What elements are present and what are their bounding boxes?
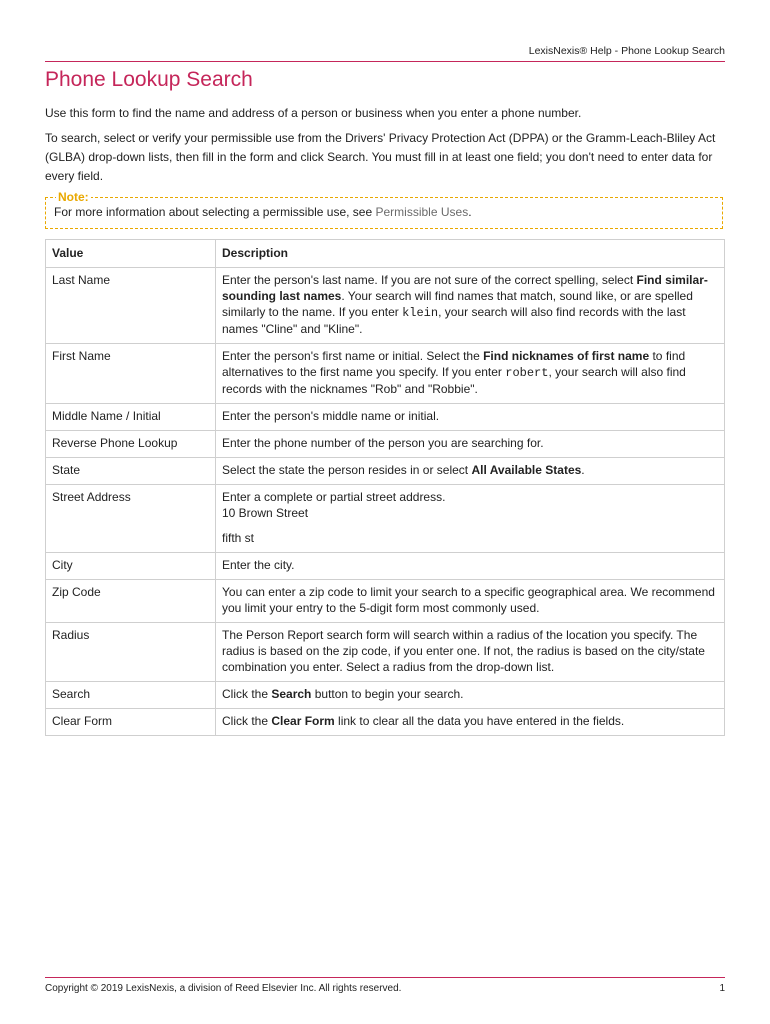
description-cell [216,485,725,553]
description-cell [216,458,725,485]
table-row [46,580,725,623]
value-cell: State [46,458,216,485]
table-row [46,553,725,580]
page-title: Phone Lookup Search [45,68,253,91]
description-text: button to begin your search. [311,687,464,701]
description-text: Enter a complete or partial street address. [222,490,446,504]
description-cell [216,268,725,344]
value-cell: Street Address [46,485,216,553]
footer-rule [45,977,725,978]
description-text: to find alternatives to the first name you specify. If you enter [222,349,686,379]
copyright-notice: Copyright © 2019 LexisNexis, a division of Reed Elsevier Inc. All rights reserved. [45,983,402,994]
description-text: . [581,463,585,477]
option-label: Find similar-sounding last names [222,273,708,303]
description-text: Click the [222,687,272,701]
code-example: klein [402,306,439,320]
page-number: 1 [719,983,725,994]
description-cell: You can enter a zip code to limit your search to a specific geographical area. We recommend you limit your entry to the 5-digit form most commonly used. [216,580,725,623]
value-cell: Reverse Phone Lookup [46,431,216,458]
instructions-paragraph: To search, select or verify your permissible use from the Drivers' Privacy Protection Act (DPPA) or the Gramm-Leach-Bliley Act (GLBA) drop-down lists, then fill in the form and click Search. You must fill in at least one field; you don't need to enter data for every field. [45,131,716,183]
table-row [46,458,725,485]
value-cell: First Name [46,344,216,404]
column-header-value: Value [46,240,216,268]
note-title: Note: [58,190,89,204]
value-cell: Radius [46,623,216,682]
table-row [46,485,725,553]
table-row [46,431,725,458]
intro-paragraph: Use this form to find the name and address of a person or business when you enter a phone number. [45,106,582,120]
description-cell: The Person Report search form will search within a radius of the location you specify. The radius is based on the zip code, if you enter one. If not, the radius is based on the city/state combination you enter. Select a radius from the drop-down list. [216,623,725,682]
address-example: fifth st [222,531,255,545]
permissible-uses-link[interactable]: Permissible Uses [375,205,469,219]
description-text: Select the state the person resides in or select [222,463,472,477]
description-text: link to clear all the data you have entered in the fields. [334,714,625,728]
value-cell: Zip Code [46,580,216,623]
description-cell: Enter the city. [216,553,725,580]
value-cell: City [46,553,216,580]
description-text: . Your search will find names that match, sound like, or are spelled similarly to the name. If you enter [222,289,693,319]
column-header-description: Description [216,240,725,268]
option-label: Search [271,687,312,701]
code-example: robert [505,366,549,380]
note-text [54,205,472,219]
value-cell: Middle Name / Initial [46,404,216,431]
description-text: Click the [222,714,272,728]
note-text-before: For more information about selecting a permissible use, see [54,205,376,219]
description-text: Enter the person's last name. If you are not sure of the correct spelling, select [222,273,637,287]
running-header: LexisNexis® Help - Phone Lookup Search [528,45,725,57]
value-cell: Last Name [46,268,216,344]
description-cell [216,682,725,709]
value-cell: Clear Form [46,709,216,736]
header-rule [45,61,725,62]
value-cell: Search [46,682,216,709]
table-header-row [46,240,725,268]
description-text: , your search will also find records with the last names "Cline" and "Kline". [222,305,686,336]
table-row [46,268,725,344]
table-row [46,623,725,682]
option-label: Clear Form [271,714,335,728]
address-example: 10 Brown Street [222,506,309,520]
table-row [46,404,725,431]
option-label: Find nicknames of first name [483,349,650,363]
note-box [45,190,723,229]
table-row [46,709,725,736]
description-cell: Enter the person's middle name or initial. [216,404,725,431]
description-cell: Enter the phone number of the person you are searching for. [216,431,725,458]
field-description-table [45,239,725,736]
help-page [45,0,725,1024]
note-text-after: . [468,205,472,219]
description-cell [216,344,725,404]
table-row [46,344,725,404]
description-text: , your search will also find records with the nicknames "Rob" and "Robbie". [222,365,686,396]
description-text: Enter the person's first name or initial. Select the [222,349,484,363]
description-cell [216,709,725,736]
option-label: All Available States [471,463,582,477]
table-row [46,682,725,709]
